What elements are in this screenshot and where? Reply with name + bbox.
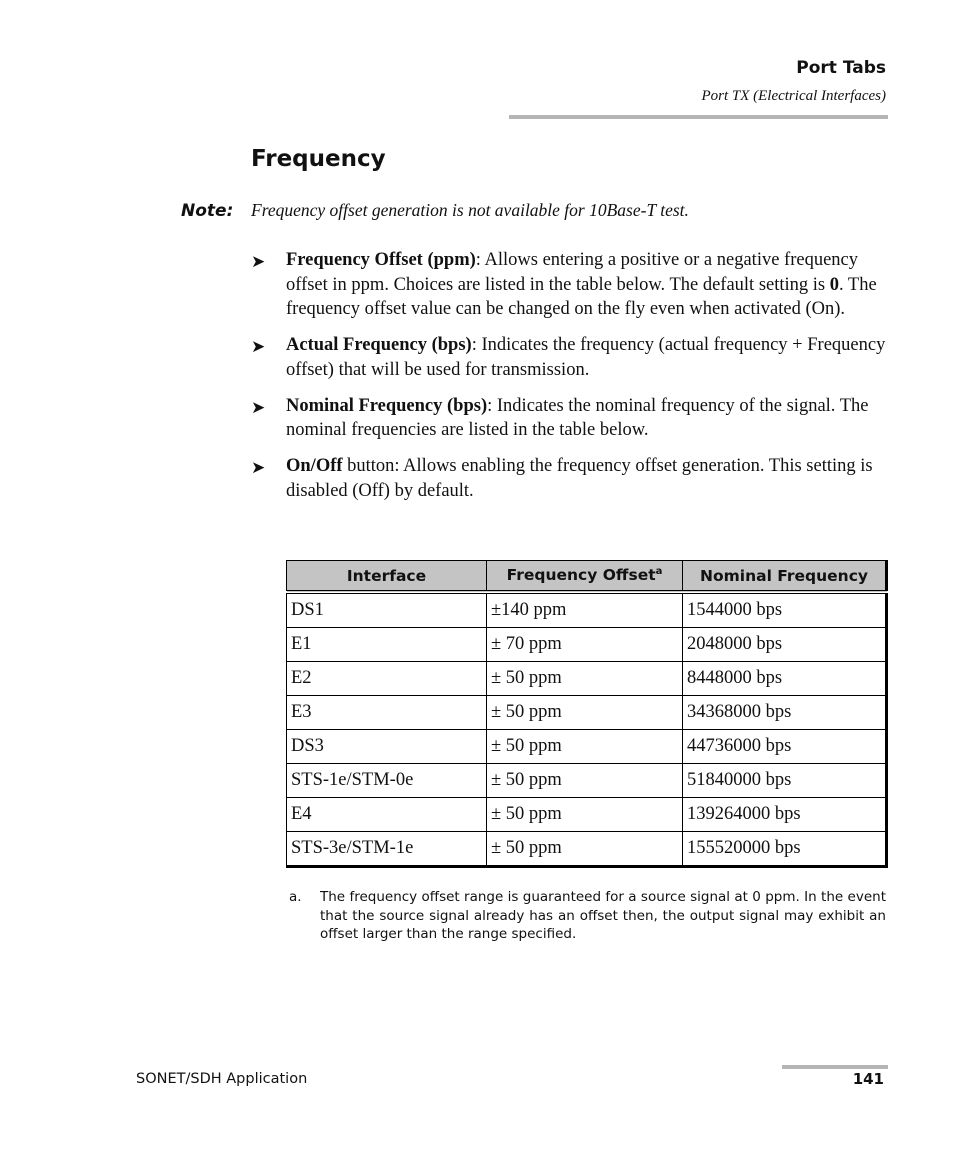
cell-frequency-offset: ± 50 ppm [487,764,683,798]
cell-interface: DS3 [287,730,487,764]
cell-nominal-frequency: 51840000 bps [683,764,887,798]
bullet-term: Frequency Offset (ppm) [286,250,476,270]
table-row [287,592,887,628]
note-text: Frequency offset generation is not available for 10Base-T test. [251,200,689,220]
section-title: Frequency [251,146,386,172]
bullet-term: Actual Frequency (bps) [286,335,472,355]
cell-nominal-frequency: 44736000 bps [683,730,887,764]
cell-interface: STS-1e/STM-0e [287,764,487,798]
table-row [287,798,887,832]
footnote-text: The frequency offset range is guaranteed for a source signal at 0 ppm. In the event that the source signal already has an offset then, the output signal may exhibit an offset larger than the range specified. [320,889,886,942]
cell-frequency-offset: ±140 ppm [487,592,683,628]
cell-frequency-offset: ± 50 ppm [487,832,683,867]
arrowhead-right-icon: ➤ [251,458,266,478]
arrowhead-right-icon: ➤ [251,397,266,418]
header-frequency-offset [487,561,683,593]
bullet-text: . The frequency offset value can be changed on the fly even when activated (On). [286,274,877,319]
arrowhead-right-icon: ➤ [251,337,266,357]
footnote-ref: a [655,566,663,578]
running-header-subtitle: Port TX (Electrical Interfaces) [701,88,886,104]
cell-nominal-frequency: 139264000 bps [683,798,887,832]
header-offset-label: Frequency Offset [506,566,656,585]
cell-frequency-offset: ± 70 ppm [487,628,683,662]
footnote [289,888,886,944]
cell-frequency-offset: ± 50 ppm [487,696,683,730]
cell-interface: E3 [287,696,487,730]
bullet-text: : Allows entering a positive or a negative frequency offset in ppm. Choices are listed in the table below. The default setting is [286,250,858,295]
header-rule [509,115,888,119]
arrowhead-right-icon: ➤ [251,252,266,272]
cell-interface: DS1 [287,592,487,628]
table-row [287,662,887,696]
footer-document-name: SONET/SDH Application [136,1071,308,1087]
table-body [287,592,887,867]
bullet-list [251,248,887,515]
footer-rule [782,1065,888,1069]
cell-interface: E1 [287,628,487,662]
table-header-row [287,561,887,593]
bullet-text: : Indicates the frequency (actual frequency + Frequency offset) that will be used for transmission. [286,335,886,380]
bullet-term: On/Off [286,456,343,476]
cell-nominal-frequency: 1544000 bps [683,592,887,628]
bullet-text: : Indicates the nominal frequency of the signal. The nominal frequencies are listed in the table below. [286,395,869,440]
cell-nominal-frequency: 155520000 bps [683,832,887,867]
bullet-item [251,394,887,443]
bullet-item [251,248,887,322]
table-row [287,696,887,730]
bullet-bold-value: 0 [829,274,839,295]
cell-frequency-offset: ± 50 ppm [487,798,683,832]
bullet-term: Nominal Frequency (bps) [286,395,488,416]
cell-interface: E2 [287,662,487,696]
table-row [287,832,887,867]
frequency-table [286,560,888,868]
table-row [287,730,887,764]
cell-nominal-frequency: 8448000 bps [683,662,887,696]
cell-interface: E4 [287,798,487,832]
footnote-mark: a. [289,889,302,905]
cell-nominal-frequency: 34368000 bps [683,696,887,730]
cell-nominal-frequency: 2048000 bps [683,628,887,662]
page-number: 141 [852,1070,884,1088]
table-row [287,764,887,798]
note-label: Note: [181,201,234,221]
running-header-title: Port Tabs [796,58,886,78]
table-row [287,628,887,662]
header-nominal-frequency: Nominal Frequency [683,561,887,593]
cell-frequency-offset: ± 50 ppm [487,662,683,696]
cell-interface: STS-3e/STM-1e [287,832,487,867]
bullet-item [251,333,887,382]
bullet-text: button: Allows enabling the frequency offset generation. This setting is disabled (Off) by default. [286,456,873,501]
header-interface: Interface [287,561,487,593]
cell-frequency-offset: ± 50 ppm [487,730,683,764]
bullet-item [251,454,887,503]
